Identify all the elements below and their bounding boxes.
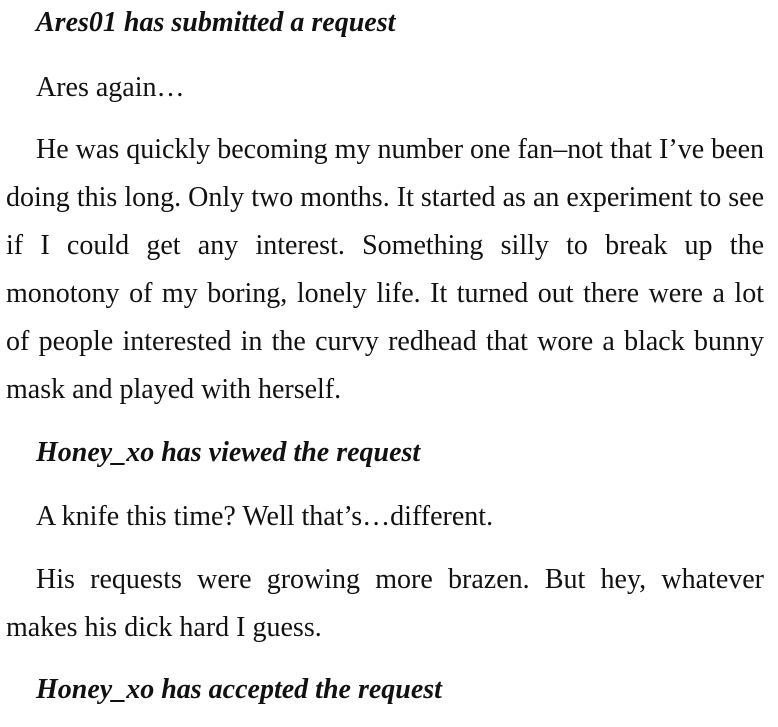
status-line-accepted: Honey_xo has accepted the request xyxy=(36,674,442,705)
paragraph-number-one-fan: He was quickly becoming my number one fan–not that I’ve been doing this long. Only two months. It started as an experiment to see if I could get any interest. Something silly to break up the monotony of my boring, lonely life. It turned out there were a lot of people interested in the curvy redhead that wore a black bunny mask and played with herself. xyxy=(6,134,764,405)
paragraph-knife: A knife this time? Well that’s…different. xyxy=(36,501,494,532)
paragraph-ares-again: Ares again… xyxy=(36,72,185,103)
status-line-submitted: Ares01 has submitted a request xyxy=(36,7,396,38)
status-line-viewed: Honey_xo has viewed the request xyxy=(36,437,421,468)
paragraph-brazen-requests: His requests were growing more brazen. But hey, whatever makes his dick hard I guess. xyxy=(6,564,764,643)
